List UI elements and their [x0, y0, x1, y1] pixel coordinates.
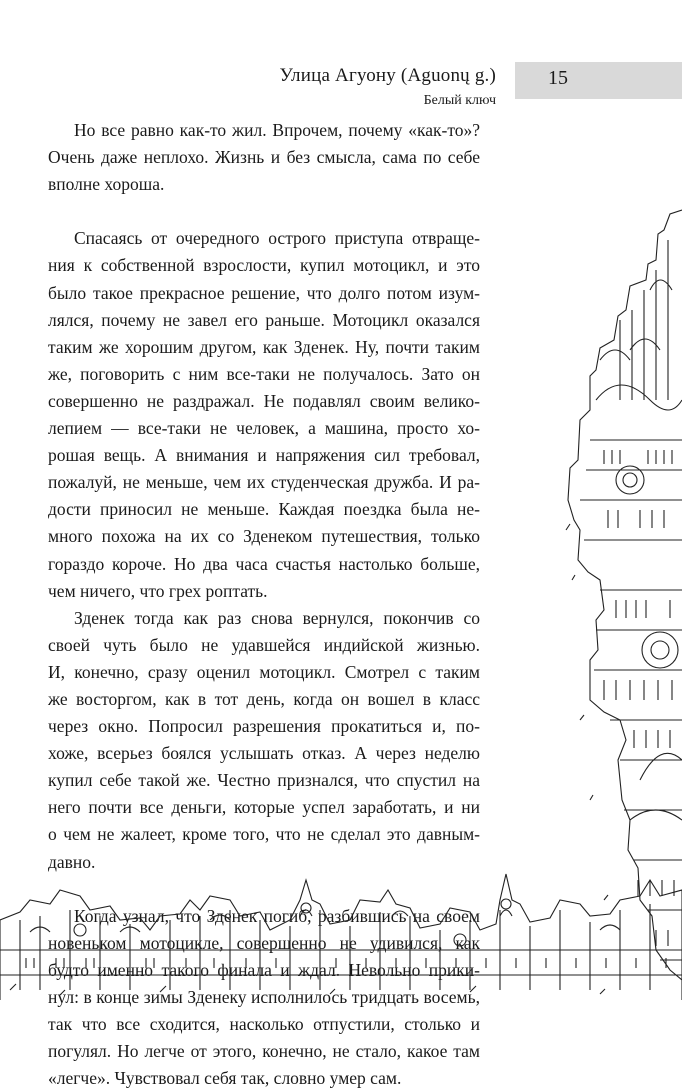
city-sketch-illustration-bottom [0, 860, 682, 1000]
text-line: давно. [48, 851, 96, 872]
text-line: Зденек тогда как раз снова вернулся, покончив со [74, 607, 480, 628]
text-line: лепием — все-таки не человек, а машина, просто хо- [48, 418, 480, 439]
text-line: погулял. Но легче от этого, конечно, не стало, какое там [48, 1041, 480, 1062]
text-line: него почти все деньги, которые успел заработать, и ни [48, 797, 480, 818]
text-line: много похожа на их со Зденеком путешествия, только [48, 526, 480, 547]
text-line: Очень даже неплохо. Жизнь и без смысла, сама по себе [48, 147, 480, 168]
text-line: совершенно не раздражал. Не подавлял своим велико- [48, 390, 480, 411]
text-line: И, конечно, сразу оценил мотоцикл. Смотрел с таким [48, 661, 480, 682]
text-line: о чем не жалеет, кроме того, что не сделал это давным- [48, 824, 480, 845]
text-line: через окно. Попросил разрешения прокатиться и, по- [48, 716, 480, 737]
text-line: же, поговорить с ним все-таки не получалось. Зато он [48, 363, 480, 384]
text-line: новеньком мотоцикле, совершенно не удивился, как [48, 932, 480, 953]
text-line: пожалуй, не меньше, чем их студенческая дружба. И ра- [48, 472, 480, 493]
page-number-tab [515, 62, 682, 99]
text-line: таким же хорошим другом, как Зденек. Ну, почти таким [48, 336, 480, 357]
text-line: ния к собственной взрослости, купил мотоцикл, и это [48, 255, 480, 276]
text-line: нул: в конце зимы Зденеку исполнилось тридцать восемь, [48, 987, 480, 1007]
text-line: Спасаясь от очередного острого приступа отвраще- [74, 228, 480, 249]
running-header-title: Улица Агуону (Aguonų g.) [279, 65, 496, 86]
text-line: гораздо короче. Но два часа счастья настолько больше, [48, 553, 480, 574]
text-line: было такое прекрасное решение, что долго потом изум- [48, 282, 480, 303]
text-line: «легче». Чувствовал себя так, словно умер сам. [48, 1068, 402, 1089]
text-line: рошая вещь. А внимания и напряжения сил требовал, [48, 445, 480, 466]
text-line: чем ничего, что грех роптать. [48, 580, 268, 601]
text-line: дости приносил не меньше. Каждая поездка была не- [48, 499, 480, 520]
paragraph-gap [48, 198, 480, 225]
text-line: купил себе такой же. Честно признался, что спустил на [48, 770, 480, 791]
text-line: вполне хороша. [48, 174, 165, 195]
text-line: так что все сходится, насколько отпустили, столько и [48, 1014, 480, 1035]
text-line: будто именно такого финала и ждал. Невольно прики- [48, 959, 480, 980]
text-line: хоже, всерьез боялся услышать отказ. А через неделю [48, 743, 480, 764]
text-line: же восторгом, как в тот день, когда он вошел в класс [48, 688, 480, 709]
running-header-subtitle: Белый ключ [423, 93, 496, 108]
text-line: своей чуть было не удавшейся индийской жизнью. [48, 634, 480, 655]
text-line: лялся, почему не завел его раньше. Мотоцикл оказался [48, 309, 480, 330]
text-line: Когда узнал, что Зденек погиб, разбившись на своем [74, 905, 480, 926]
text-line: Но все равно как-то жил. Впрочем, почему «как-то»? [74, 120, 480, 140]
page-number: 15 [548, 67, 568, 89]
